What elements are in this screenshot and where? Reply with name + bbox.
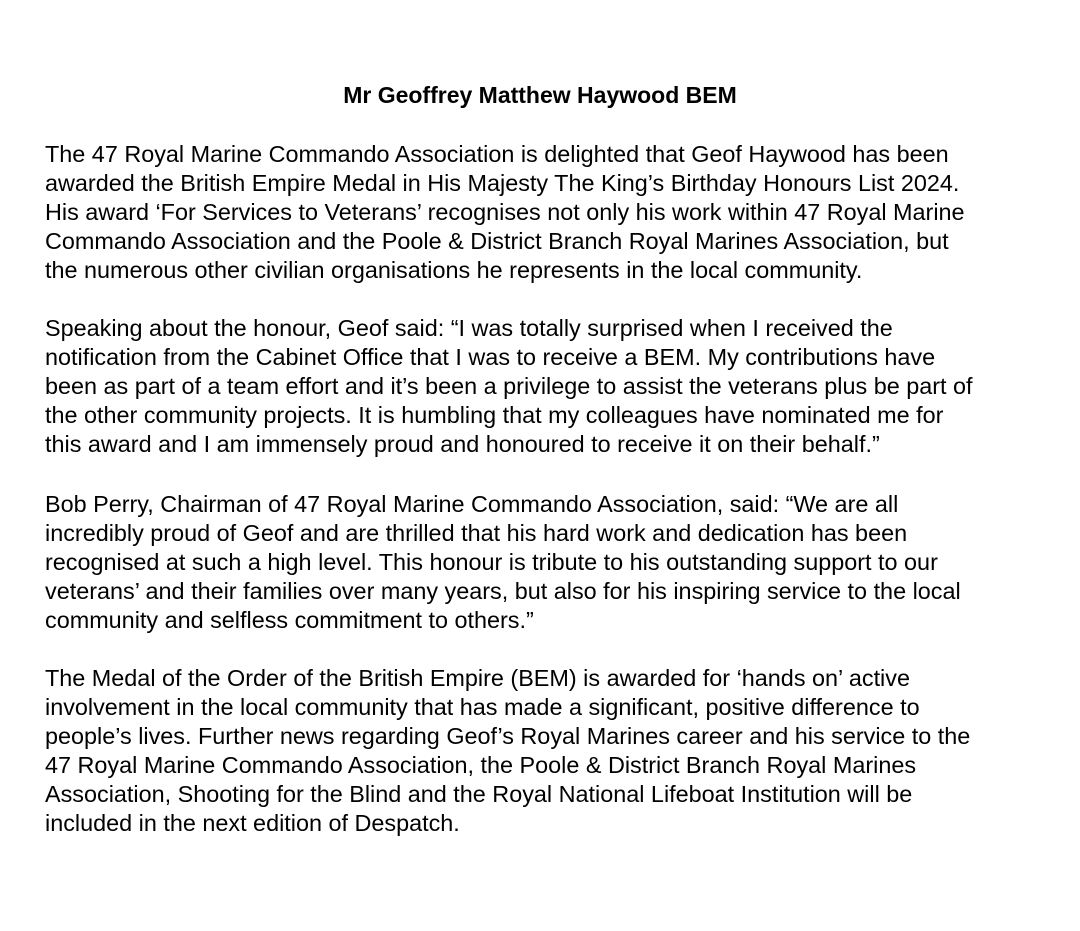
paragraph-line: been as part of a team effort and it’s been a privilege to assist the veterans plus be part of [45, 373, 973, 399]
paragraph-line: His award ‘For Services to Veterans’ recognises not only his work within 47 Royal Marine [45, 199, 965, 225]
paragraph-line: Speaking about the honour, Geof said: “I was totally surprised when I received the [45, 315, 893, 341]
paragraph-line: Bob Perry, Chairman of 47 Royal Marine Commando Association, said: “We are all [45, 491, 899, 517]
paragraph-line: community and selfless commitment to others.” [45, 607, 534, 633]
document-title: Mr Geoffrey Matthew Haywood BEM [343, 82, 737, 108]
paragraph-line: veterans’ and their families over many years, but also for his inspiring service to the local [45, 578, 961, 604]
paragraph-line: people’s lives. Further news regarding Geof’s Royal Marines career and his service to the [45, 723, 971, 749]
paragraph-line: Commando Association and the Poole & District Branch Royal Marines Association, but [45, 228, 949, 254]
paragraph-bem-description [45, 664, 1055, 838]
paragraph-line: 47 Royal Marine Commando Association, the Poole & District Branch Royal Marines [45, 752, 917, 778]
paragraph-line: The Medal of the Order of the British Empire (BEM) is awarded for ‘hands on’ active [45, 665, 910, 691]
paragraph-line: notification from the Cabinet Office that I was to receive a BEM. My contributions have [45, 344, 936, 370]
paragraph-line: The 47 Royal Marine Commando Association is delighted that Geof Haywood has been [45, 141, 949, 167]
paragraph-line: the other community projects. It is humbling that my colleagues have nominated me for [45, 402, 944, 428]
paragraph-line: included in the next edition of Despatch. [45, 810, 460, 836]
paragraph-line: the numerous other civilian organisations he represents in the local community. [45, 257, 863, 283]
paragraph-line: involvement in the local community that has made a significant, positive difference to [45, 694, 920, 720]
paragraph-line: this award and I am immensely proud and honoured to receive it on their behalf.” [45, 431, 880, 457]
paragraph-award-announcement [45, 140, 1055, 285]
paragraph-line: awarded the British Empire Medal in His Majesty The King’s Birthday Honours List 2024. [45, 170, 960, 196]
paragraph-line: Association, Shooting for the Blind and the Royal National Lifeboat Institution will be [45, 781, 913, 807]
paragraph-geof-quote [45, 314, 1055, 459]
paragraph-chairman-quote [45, 490, 1055, 635]
paragraph-line: incredibly proud of Geof and are thrilled that his hard work and dedication has been [45, 520, 908, 546]
paragraph-line: recognised at such a high level. This honour is tribute to his outstanding support to our [45, 549, 938, 575]
